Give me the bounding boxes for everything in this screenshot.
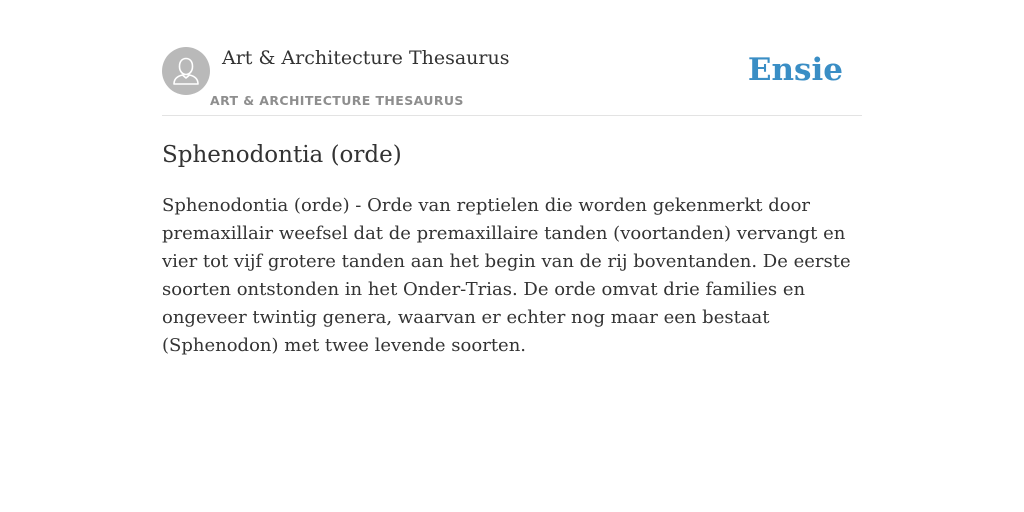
entry-card — [162, 46, 862, 360]
entry-title: Sphenodontia (orde) — [162, 142, 402, 168]
brand-logo[interactable]: Ensie — [747, 52, 843, 88]
source-title-link[interactable]: Art & Architecture Thesaurus — [222, 47, 510, 69]
user-icon — [162, 47, 210, 95]
source-subtitle: ART & ARCHITECTURE THESAURUS — [210, 93, 464, 108]
entry-header — [162, 46, 862, 116]
avatar[interactable] — [162, 47, 210, 95]
entry-body: Sphenodontia (orde) - Orde van reptielen die worden gekenmerkt door premaxillair weefsel dat de premaxillaire tanden (voortanden) vervangt en vier tot vijf grotere tanden aan het begin van de rij boventanden. De eerste soorten ontstonden in het Onder-Trias. De orde omvat drie families en ongeveer twintig genera, waarvan er echter nog maar een bestaat (Sphenodon) met twee levende soorten. — [162, 195, 851, 356]
